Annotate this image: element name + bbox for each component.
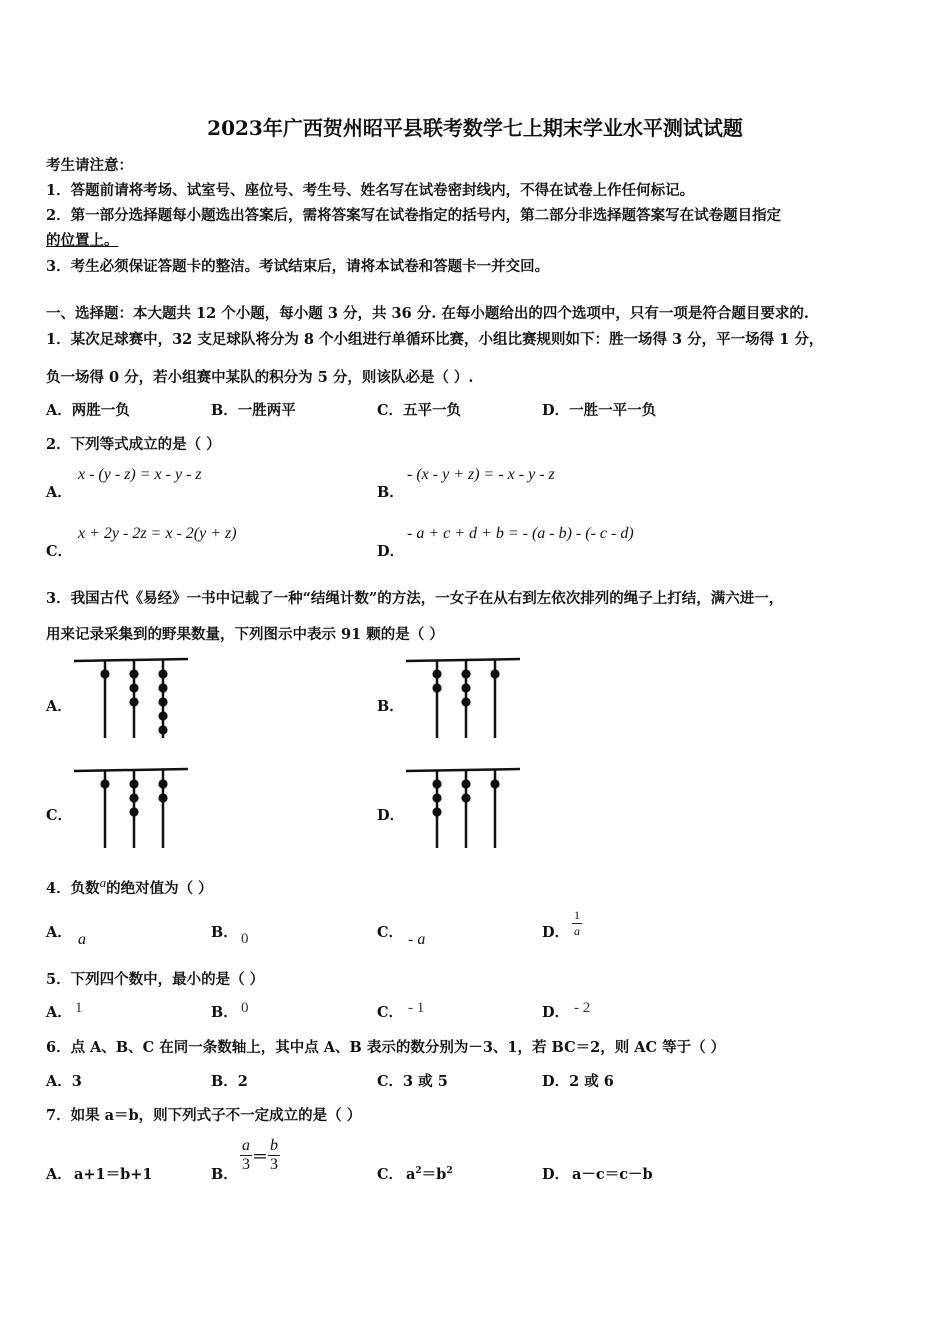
knot (158, 725, 167, 734)
q7-option-d-expr: a－c＝c－b (572, 1166, 653, 1183)
q5-option-a-label[interactable]: A． (46, 1004, 72, 1021)
q4-option-a-label[interactable]: A． (46, 924, 72, 941)
knot (129, 807, 138, 816)
q4-option-d-label[interactable]: D． (542, 924, 570, 941)
knot (100, 779, 109, 788)
equals-sign: ＝ (421, 1166, 437, 1183)
q2-option-d-label[interactable]: D． (377, 543, 405, 560)
q2-option-b-label[interactable]: B． (377, 484, 404, 501)
notice-heading: 考生请注意： (46, 157, 133, 174)
knot (129, 683, 138, 692)
exponent: 2 (415, 1166, 422, 1177)
knot-rope-figure-d (402, 762, 527, 854)
q1-option-b[interactable]: B．一胜两平 (211, 402, 296, 419)
notice-item: 2．第一部分选择题每小题选出答案后，需将答案写在试卷指定的括号内，第二部分非选择题答案写在试卷题目指定 (46, 207, 782, 224)
q7-option-d-label[interactable]: D． (542, 1166, 570, 1183)
question-7-stem: 7．如果 a＝b，则下列式子不一定成立的是（ ） (46, 1107, 362, 1124)
knot (129, 793, 138, 802)
q5-option-c-value: - 1 (408, 1000, 425, 1016)
knot (158, 793, 167, 802)
rope-bar (74, 659, 188, 661)
q4-option-c-label[interactable]: C． (377, 924, 404, 941)
q2-option-a-expr: x - (y - z) = x - y - z (78, 466, 202, 483)
variable-a: a (99, 875, 107, 890)
q4-option-a-value: a (78, 931, 86, 948)
knot (432, 779, 441, 788)
q5-option-b-label[interactable]: B． (211, 1004, 238, 1021)
knot (432, 683, 441, 692)
knot (129, 697, 138, 706)
knot (461, 779, 470, 788)
page-title: 2023年广西贺州昭平县联考数学七上期末学业水平测试试题 (207, 116, 743, 140)
equals-sign: ＝ (252, 1147, 269, 1166)
fraction-denominator: 3 (242, 1156, 250, 1173)
q2-option-c-label[interactable]: C． (46, 543, 73, 560)
fraction-denominator: 3 (270, 1156, 279, 1173)
q7-option-c-label[interactable]: C． (377, 1166, 404, 1183)
q4-option-c-value: - a (408, 931, 426, 948)
knot (432, 807, 441, 816)
q6-option-d[interactable]: D．2 或 6 (542, 1073, 614, 1090)
fraction-numerator: b (270, 1137, 279, 1154)
question-4-stem-end: 的绝对值为（ ） (106, 880, 213, 897)
knot (129, 779, 138, 788)
notice-item: 1．答题前请将考场、试室号、座位号、考生号、姓名写在试卷密封线内，不得在试卷上作任何标记。 (46, 182, 695, 199)
knot (461, 683, 470, 692)
q6-option-c[interactable]: C．3 或 5 (377, 1073, 448, 1090)
knot (158, 711, 167, 720)
q4-option-b-value: 0 (241, 931, 249, 947)
knot (158, 683, 167, 692)
question-1-stem: 1．某次足球赛中，32 支足球队将分为 8 个小组进行单循环比赛，小组比赛规则如下：胜一场得 3 分，平一场得 1 分， (46, 331, 824, 348)
base: a (406, 1166, 416, 1183)
exponent: 2 (446, 1166, 453, 1177)
q6-option-b[interactable]: B．2 (211, 1073, 248, 1090)
q1-option-a[interactable]: A．两胜一负 (46, 402, 130, 419)
knot-rope-figure-c (70, 762, 195, 854)
q3-option-d-label[interactable]: D． (377, 807, 405, 824)
rope-bar (406, 659, 520, 661)
knot (461, 793, 470, 802)
knot (461, 697, 470, 706)
knot (158, 697, 167, 706)
base: b (436, 1166, 447, 1183)
question-1-stem: 负一场得 0 分，若小组赛中某队的积分为 5 分，则该队必是（ ）. (46, 369, 474, 386)
q7-option-c-expr (406, 1163, 453, 1184)
question-5-stem: 5．下列四个数中，最小的是（ ） (46, 971, 265, 988)
q2-option-c-expr: x + 2y - 2z = x - 2(y + z) (78, 525, 237, 542)
knot (432, 793, 441, 802)
knot (461, 669, 470, 678)
q5-option-b-value: 0 (241, 1000, 249, 1016)
q2-option-b-expr: - (x - y + z) = - x - y - z (407, 466, 555, 483)
q7-option-b-expr (240, 1137, 280, 1174)
knot (129, 669, 138, 678)
knot-rope-figure-a (70, 652, 195, 744)
knot-rope-figure-b (402, 652, 527, 744)
question-6-stem: 6．点 A、B、C 在同一条数轴上，其中点 A、B 表示的数分别为－3、1，若 BC＝2，则 AC 等于（ ） (46, 1039, 726, 1056)
q5-option-d-label[interactable]: D． (542, 1004, 570, 1021)
question-4-stem-start: 4．负数 (46, 880, 100, 897)
knot (158, 669, 167, 678)
notice-item: 3．考生必须保证答题卡的整洁。考试结束后，请将本试卷和答题卡一并交回。 (46, 258, 550, 275)
q3-option-a-label[interactable]: A． (46, 698, 72, 715)
rope-bar (406, 769, 520, 771)
question-3-stem: 3．我国古代《易经》一书中记载了一种“结绳计数”的方法，一女子在从右到左依次排列的绳子上打结，满六进一， (46, 590, 784, 607)
fraction-denominator: a (574, 924, 580, 938)
question-3-stem: 用来记录采集到的野果数量，下列图示中表示 91 颗的是（ ） (46, 626, 444, 643)
knot (158, 779, 167, 788)
q4-option-b-label[interactable]: B． (211, 924, 238, 941)
q5-option-c-label[interactable]: C． (377, 1004, 404, 1021)
q3-option-c-label[interactable]: C． (46, 807, 73, 824)
question-2-stem: 2．下列等式成立的是（ ） (46, 436, 221, 453)
knot (490, 669, 499, 678)
fraction-numerator: a (242, 1137, 250, 1154)
q7-option-a-expr: a+1＝b+1 (74, 1166, 153, 1183)
notice-item: 的位置上。 (46, 232, 119, 249)
section-heading: 一、选择题：本大题共 12 个小题，每小题 3 分，共 36 分. 在每小题给出的四个选项中，只有一项是符合题目要求的. (46, 305, 809, 322)
q5-option-d-value: - 2 (574, 1000, 591, 1016)
q3-option-b-label[interactable]: B． (377, 698, 404, 715)
knot (100, 669, 109, 678)
question-4-stem (46, 875, 213, 898)
knot (432, 669, 441, 678)
q6-option-a[interactable]: A．3 (46, 1073, 82, 1090)
q4-option-d-fraction (572, 908, 582, 939)
q1-option-d[interactable]: D．一胜一平一负 (542, 402, 657, 419)
rope-bar (74, 769, 188, 771)
q1-option-c[interactable]: C．五平一负 (377, 402, 462, 419)
fraction-numerator: 1 (574, 908, 580, 922)
q7-option-b-label[interactable]: B． (211, 1166, 238, 1183)
q7-option-a-label[interactable]: A． (46, 1166, 72, 1183)
q2-option-d-expr: - a + c + d + b = - (a - b) - (- c - d) (407, 525, 634, 542)
q5-option-a-value: 1 (75, 1000, 83, 1016)
knot (490, 779, 499, 788)
q2-option-a-label[interactable]: A． (46, 484, 72, 501)
